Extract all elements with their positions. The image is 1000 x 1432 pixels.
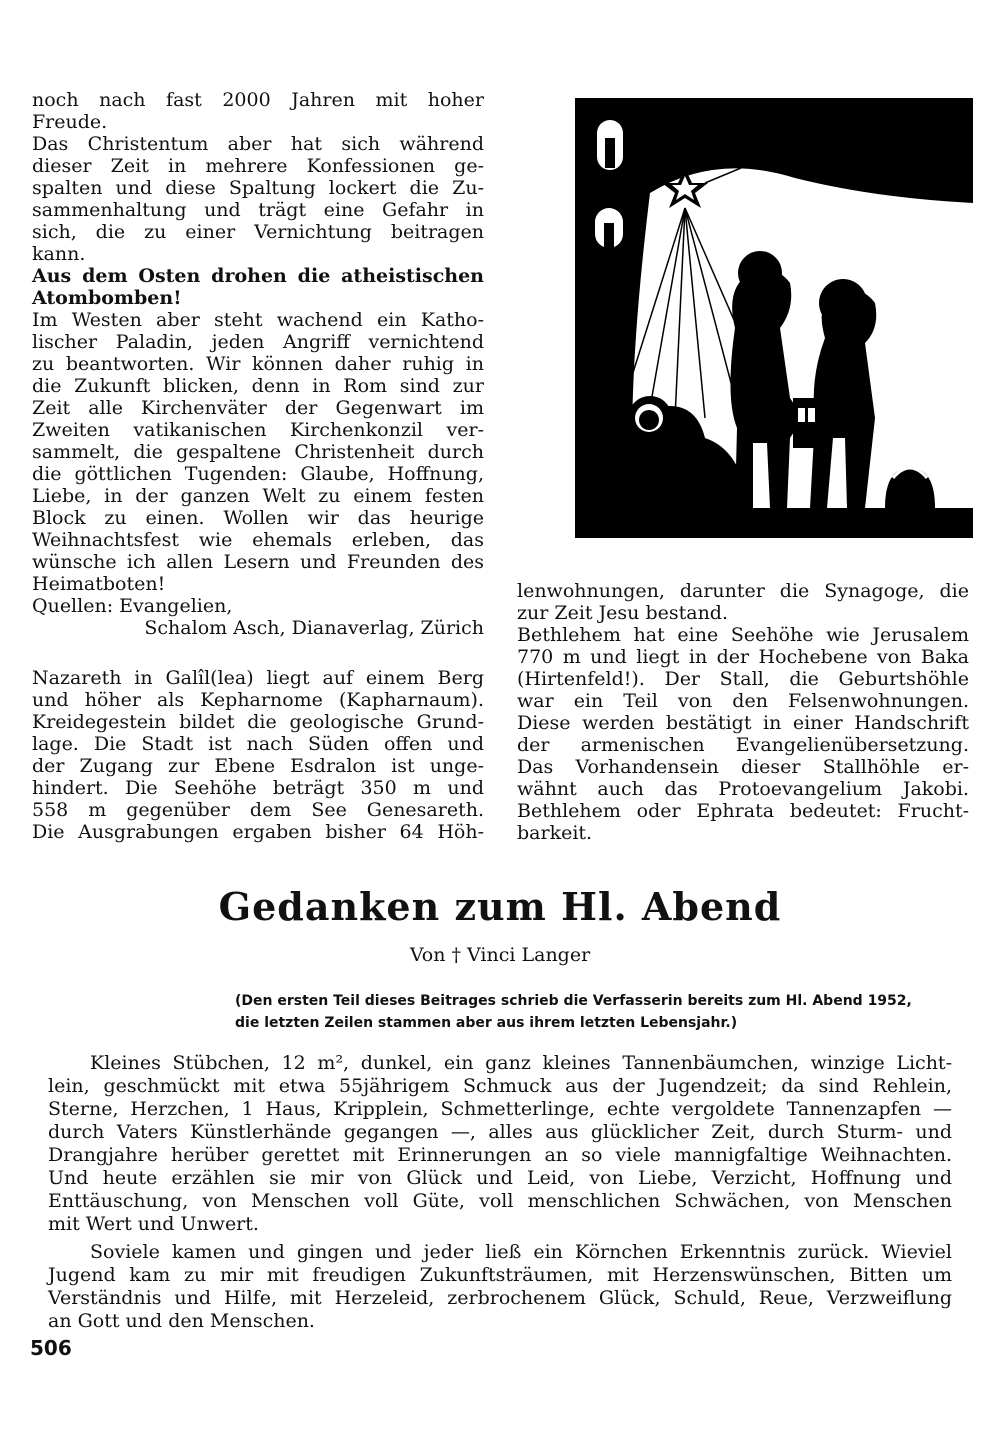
text-line: Atombomben!: [32, 287, 182, 309]
text-line: Jugend kam zu mir mit freudigen Zukunftsträumen, mit Herzenswünschen, Bitten um: [48, 1264, 952, 1286]
text-line: kann.: [32, 243, 86, 265]
text-line: war ein Teil von den Felsenwohnungen.: [517, 690, 969, 712]
silhouette-illustration: [575, 98, 973, 538]
text-line: mit Wert und Unwert.: [48, 1213, 259, 1235]
text-line: zur Zeit Jesu bestand.: [517, 602, 729, 624]
text-line: Aus dem Osten drohen die atheistischen: [32, 265, 484, 287]
note-line: die letzten Zeilen stammen aber aus ihrem letzten Lebensjahr.): [235, 1015, 738, 1031]
text-line: Kreidegestein bildet die geologische Grund-: [32, 711, 484, 733]
text-line: Im Westen aber steht wachend ein Katho-: [32, 309, 484, 331]
text-line: lein, geschmückt mit etwa 55jährigem Schmuck aus der Jugendzeit; da sind Rehlein,: [48, 1075, 952, 1097]
text-line: wähnt auch das Protoevangelium Jakobi.: [517, 778, 969, 800]
article-title: Gedanken zum Hl. Abend: [218, 884, 782, 929]
text-line: sammenhaltung und trägt eine Gefahr in: [32, 199, 484, 221]
text-line: Die Ausgrabungen ergaben bisher 64 Höh-: [32, 821, 484, 843]
text-line: der Zugang zur Ebene Esdralon ist unge-: [32, 755, 484, 777]
text-line: barkeit.: [517, 822, 593, 844]
text-line: 770 m und liegt in der Hochebene von Baka: [517, 646, 969, 668]
text-line: lage. Die Stadt ist nach Süden offen und: [32, 733, 484, 755]
text-line: Das Christentum aber hat sich während: [32, 133, 484, 155]
text-line: Diese werden bestätigt in einer Handschrift: [517, 712, 969, 734]
text-line: lischer Paladin, jeden Angriff vernichtend: [32, 331, 484, 353]
text-line: Verständnis und Hilfe, mit Herzeleid, zerbrochenem Glück, Schuld, Reue, Verzweiflung: [48, 1287, 952, 1309]
text-line: Bethlehem hat eine Seehöhe wie Jerusalem: [517, 624, 969, 646]
text-line: die göttlichen Tugenden: Glaube, Hoffnung,: [32, 463, 484, 485]
text-line: Drangjahre herüber gerettet mit Erinnerungen an so viele mannigfaltige Weihnachten.: [48, 1144, 952, 1166]
text-line: hindert. Die Seehöhe beträgt 350 m und: [32, 777, 484, 799]
text-line: Und heute erzählen sie mir von Glück und Leid, von Liebe, Verzicht, Hoffnung und: [48, 1167, 952, 1189]
text-line: der armenischen Evangelienübersetzung.: [517, 734, 969, 756]
text-line: (Hirtenfeld!). Der Stall, die Geburtshöhle: [517, 668, 969, 690]
text-line: Schalom Asch, Dianaverlag, Zürich: [144, 617, 484, 639]
text-line: Liebe, in der ganzen Welt zu einem festen: [32, 485, 484, 507]
text-line: zu beantworten. Wir können daher ruhig in: [32, 353, 484, 375]
text-line: wünsche ich allen Lesern und Freunden des: [32, 551, 484, 573]
text-line: Enttäuschung, von Menschen voll Güte, voll menschlichen Schwächen, von Menschen: [48, 1190, 952, 1212]
text-line: noch nach fast 2000 Jahren mit hoher: [32, 89, 484, 111]
text-line: Zeit alle Kirchenväter der Gegenwart im: [32, 397, 484, 419]
text-line: und höher als Kepharnome (Kapharnaum).: [32, 689, 484, 711]
text-line: 558 m gegenüber dem See Genesareth.: [32, 799, 484, 821]
text-line: Sterne, Herzchen, 1 Haus, Kripplein, Schmetterlinge, echte vergoldete Tannenzapfen —: [48, 1098, 952, 1120]
text-line: dieser Zeit in mehrere Konfessionen ge-: [32, 155, 484, 177]
text-line: sich, die zu einer Vernichtung beitragen: [32, 221, 484, 243]
text-line: Freude.: [32, 111, 108, 133]
text-line: an Gott und den Menschen.: [48, 1310, 315, 1332]
nativity-silhouette-icon: [575, 98, 973, 538]
note-line: (Den ersten Teil dieses Beitrages schrieb die Verfasserin bereits zum Hl. Abend 1952,: [235, 993, 912, 1009]
article-byline: Von † Vinci Langer: [409, 944, 591, 966]
text-line: spalten und diese Spaltung lockert die Zu-: [32, 177, 484, 199]
text-line: Kleines Stübchen, 12 m², dunkel, ein ganz kleines Tannenbäumchen, winzige Licht-: [90, 1052, 952, 1074]
page-number: 506: [30, 1336, 72, 1360]
text-line: Block zu einen. Wollen wir das heurige: [32, 507, 484, 529]
text-line: Das Vorhandensein dieser Stallhöhle er-: [517, 756, 969, 778]
text-line: Zweiten vatikanischen Kirchenkonzil ver-: [32, 419, 484, 441]
text-line: durch Vaters Künstlerhände gegangen —, alles aus glücklicher Zeit, durch Sturm- und: [48, 1121, 952, 1143]
text-line: Soviele kamen und gingen und jeder ließ ein Körnchen Erkenntnis zurück. Wieviel: [90, 1241, 952, 1263]
text-line: Bethlehem oder Ephrata bedeutet: Frucht-: [517, 800, 969, 822]
text-line: lenwohnungen, darunter die Synagoge, die: [517, 580, 969, 602]
text-line: Weihnachtsfest wie ehemals erleben, das: [32, 529, 484, 551]
text-line: die Zukunft blicken, denn in Rom sind zur: [32, 375, 484, 397]
text-line: Quellen: Evangelien,: [32, 595, 233, 617]
text-line: sammelt, die gespaltene Christenheit durch: [32, 441, 484, 463]
text-line: Heimatboten!: [32, 573, 166, 595]
text-line: Nazareth in Galîl(lea) liegt auf einem Berg: [32, 667, 484, 689]
